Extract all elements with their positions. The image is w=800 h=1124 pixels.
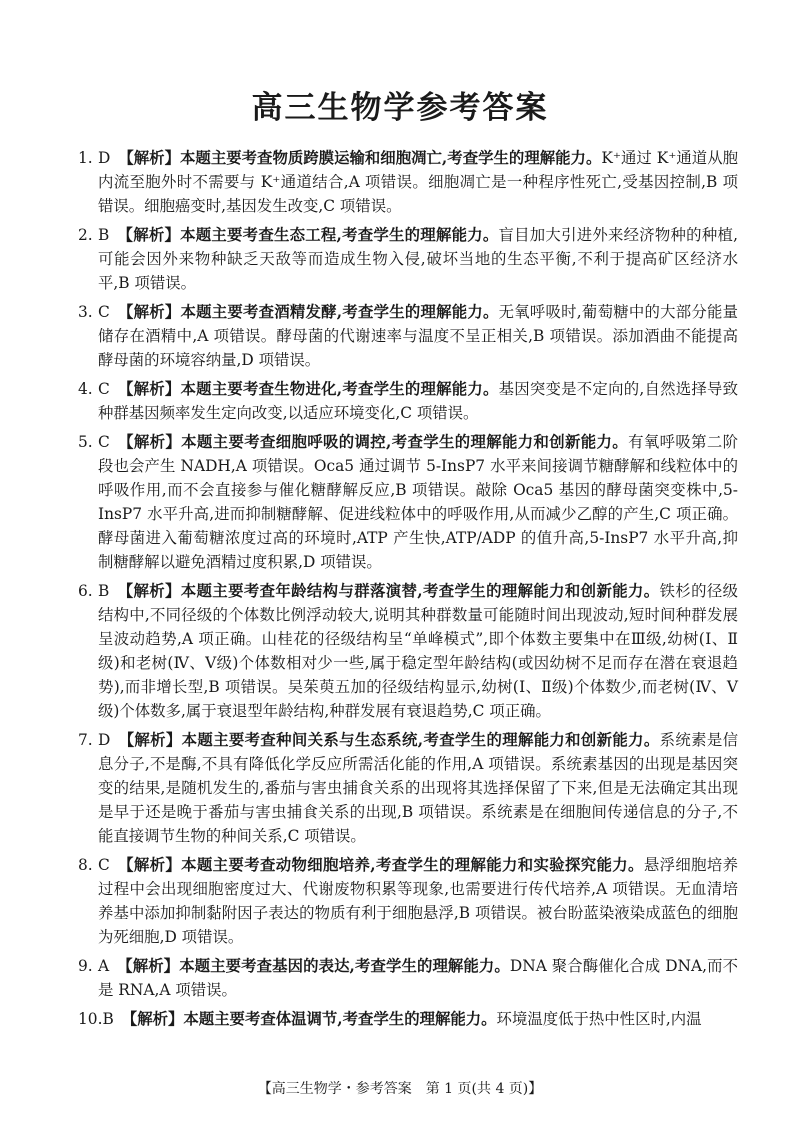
analysis-text: 系统素是信息分子,不是酶,不具有降低化学反应所需活化能的作用,A 项错误。系统素基因的出现是基因突变的结果,是随机发生的,番茄与害虫捕食关系的出现将其选择保留了下来,但是无法确定其出现是早于还是晚于番茄与害虫捕食关系的出现,B 项错误。系统素是在细胞间传递信息的分子,不能直接调节生物的种间关系,C 项错误。 — [98, 731, 738, 845]
question-number: 2. — [78, 226, 93, 244]
analysis-text: K⁺通过 K⁺通道从胞内流至胞外时不需要与 K⁺通道结合,A 项错误。细胞凋亡是一种程序性死亡,受基因控制,B 项错误。细胞癌变时,基因发生改变,C 项错误。 — [98, 149, 738, 215]
analysis-tag: 【解析】 — [121, 1010, 184, 1028]
analysis-summary: 本题主要考查物质跨膜运输和细胞凋亡,考查学生的理解能力。 — [180, 149, 602, 167]
answer-item-8 — [78, 853, 738, 949]
answer-choice: C — [98, 856, 110, 874]
answer-item-9 — [78, 954, 738, 1002]
analysis-tag: 【解析】 — [117, 380, 181, 398]
answer-choice: A — [98, 957, 110, 975]
answer-choice: D — [98, 149, 111, 167]
answer-choice: B — [102, 1010, 114, 1028]
answer-choice: C — [98, 433, 110, 451]
question-number: 6. — [78, 582, 93, 600]
analysis-tag: 【解析】 — [117, 957, 180, 975]
analysis-summary: 本题主要考查酒精发酵,考查学生的理解能力。 — [180, 303, 499, 321]
analysis-text: 悬浮细胞培养过程中会出现细胞密度过大、代谢废物积累等现象,也需要进行传代培养,A 项错误。无血清培养基中添加抑制黏附因子表达的物质有利于细胞悬浮,B 项错误。被台盼蓝染液染成蓝色的细胞为死细胞,D 项错误。 — [98, 856, 738, 946]
answer-choice: B — [98, 226, 110, 244]
analysis-summary: 本题主要考查生物进化,考查学生的理解能力。 — [180, 380, 499, 398]
analysis-summary: 本题主要考查细胞呼吸的调控,考查学生的理解能力和创新能力。 — [181, 433, 629, 451]
analysis-text: 环境温度低于热中性区时,内温 — [496, 1010, 702, 1028]
analysis-text: 铁杉的径级结构中,不同径级的个体数比例浮动较大,说明其种群数量可能随时间出现波动,短时间种群发展呈波动趋势,A 项正确。山桂花的径级结构呈“单峰模式”,即个体数主要集中在Ⅲ级,幼树(Ⅰ、Ⅱ级)和老树(Ⅳ、Ⅴ级)个体数相对少一些,属于稳定型年龄结构(或因幼树不足而存在潜在衰退趋势),而非增长型,B 项错误。吴茱萸五加的径级结构显示,幼树(Ⅰ、Ⅱ级)个体数少,而老树(Ⅳ、Ⅴ级)个体数多,属于衰退型年龄结构,种群发展有衰退趋势,C 项正确。 — [98, 582, 738, 720]
answer-choice: C — [98, 380, 110, 398]
answer-item-3 — [78, 300, 738, 372]
question-number: 4. — [78, 380, 93, 398]
analysis-tag: 【解析】 — [118, 731, 182, 749]
question-number: 7. — [78, 731, 93, 749]
analysis-summary: 本题主要考查年龄结构与群落演替,考查学生的理解能力和创新能力。 — [180, 582, 660, 600]
analysis-text: 盲目加大引进外来经济物种的种植,可能会因外来物种缺乏天敌等而造成生物入侵,破坏当地的生态平衡,不利于提高矿区经济水平,B 项错误。 — [98, 226, 738, 292]
question-number: 9. — [78, 957, 93, 975]
answer-choice: D — [98, 731, 111, 749]
analysis-text: 基因突变是不定向的,自然选择导致种群基因频率发生定向改变,以适应环境变化,C 项错误。 — [98, 380, 738, 422]
analysis-tag: 【解析】 — [117, 433, 182, 451]
answer-item-4 — [78, 377, 738, 425]
analysis-summary: 本题主要考查动物细胞培养,考查学生的理解能力和实验探究能力。 — [181, 856, 644, 874]
analysis-tag: 【解析】 — [117, 226, 181, 244]
page-title: 高三生物学参考答案 — [251, 90, 549, 126]
answer-item-6 — [78, 579, 738, 723]
analysis-tag: 【解析】 — [117, 582, 181, 600]
answer-item-10 — [78, 1007, 738, 1031]
analysis-summary: 本题主要考查种间关系与生态系统,考查学生的理解能力和创新能力。 — [181, 731, 660, 749]
answer-choice: B — [98, 582, 110, 600]
analysis-summary: 本题主要考查生态工程,考查学生的理解能力。 — [180, 226, 499, 244]
analysis-tag: 【解析】 — [117, 856, 182, 874]
answer-item-2 — [78, 223, 738, 295]
analysis-text: 有氧呼吸第二阶段也会产生 NADH,A 项错误。Oca5 通过调节 5-InsP7 水平来间接调节糖酵解和线粒体中的呼吸作用,而不会直接参与催化糖酵解反应,B 项错误。敲除 Oca5 基因的酵母菌突变株中,5-InsP7 水平升高,进而抑制糖酵解、促进线粒体中的呼吸作用,从而减少乙醇的产生,C 项正确。酵母菌进入葡萄糖浓度过高的环境时,ATP 产生快,ATP/ADP 的值升高,5-InsP7 水平升高,抑制糖酵解以避免酒精过度积累,D 项错误。 — [98, 433, 738, 571]
page-footer: 【高三生物学・参考答案 第 1 页(共 4 页)】 — [257, 1081, 543, 1097]
analysis-tag: 【解析】 — [117, 303, 181, 321]
answer-item-7 — [78, 728, 738, 848]
analysis-tag: 【解析】 — [118, 149, 180, 167]
question-number: 8. — [78, 856, 93, 874]
question-number: 5. — [78, 433, 93, 451]
answer-item-5 — [78, 430, 738, 574]
question-number: 3. — [78, 303, 93, 321]
answer-choice: C — [98, 303, 110, 321]
question-number: 10. — [78, 1010, 103, 1028]
answer-list — [78, 146, 738, 1036]
analysis-summary: 本题主要考查体温调节,考查学生的理解能力。 — [183, 1010, 497, 1028]
question-number: 1. — [78, 149, 93, 167]
answer-item-1 — [78, 146, 738, 218]
analysis-text: DNA 聚合酶催化合成 DNA,而不是 RNA,A 项错误。 — [98, 957, 738, 999]
analysis-text: 无氧呼吸时,葡萄糖中的大部分能量储存在酒精中,A 项错误。酵母菌的代谢速率与温度不呈正相关,B 项错误。添加酒曲不能提高酵母菌的环境容纳量,D 项错误。 — [98, 303, 738, 369]
analysis-summary: 本题主要考查基因的表达,考查学生的理解能力。 — [179, 957, 510, 975]
